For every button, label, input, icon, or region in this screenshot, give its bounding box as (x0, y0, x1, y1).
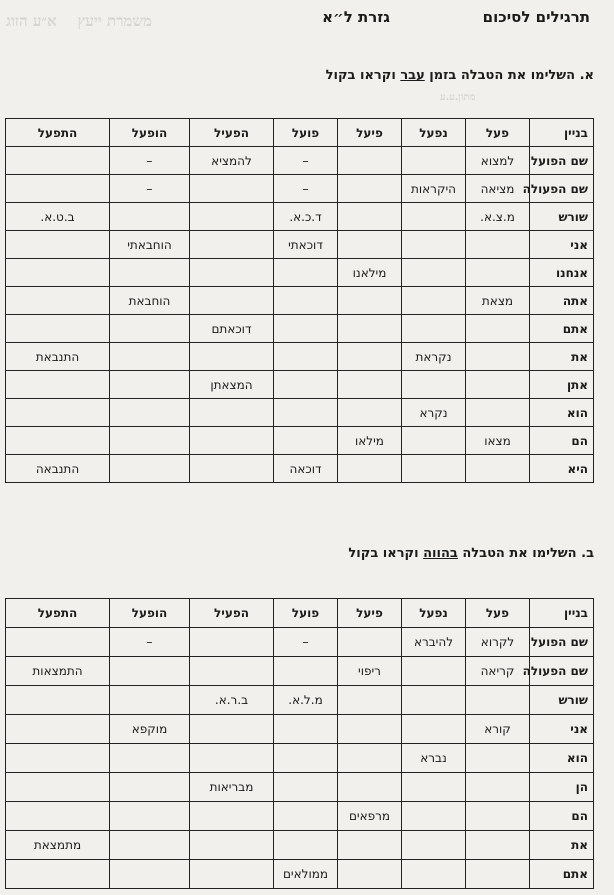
blank-answer-cell[interactable] (274, 744, 338, 773)
section-a-instruction-tense: עבר (400, 68, 425, 83)
table-row (6, 860, 594, 889)
table-cell: – (110, 175, 190, 203)
table-cell: ב.ר.א. (190, 686, 274, 715)
blank-answer-cell[interactable] (274, 343, 338, 371)
blank-answer-cell[interactable] (6, 773, 110, 802)
row-label: את (530, 343, 594, 371)
worksheet-subtitle: גזרת ל״א (322, 8, 390, 26)
blank-answer-cell[interactable] (274, 427, 338, 455)
table-cell: מציאה (466, 175, 530, 203)
blank-answer-cell[interactable] (466, 455, 530, 483)
column-header: פעל (466, 599, 530, 628)
blank-answer-cell[interactable] (466, 259, 530, 287)
blank-answer-cell[interactable] (402, 203, 466, 231)
blank-answer-cell[interactable] (338, 628, 402, 657)
section-a-instruction-post: וקראו בקול (325, 68, 396, 83)
column-header-binyan: בניין (530, 119, 594, 147)
blank-answer-cell[interactable] (274, 399, 338, 427)
blank-answer-cell[interactable] (402, 231, 466, 259)
column-header: הופעל (110, 119, 190, 147)
table-cell: נקרא (402, 399, 466, 427)
table-cell: מתמצאת (6, 831, 110, 860)
blank-answer-cell[interactable] (110, 657, 190, 686)
blank-answer-cell[interactable] (6, 399, 110, 427)
table-cell: דוכאתי (274, 231, 338, 259)
blank-answer-cell[interactable] (190, 259, 274, 287)
row-label: הן (530, 773, 594, 802)
table-row (6, 343, 594, 371)
table-cell: ממולאים (274, 860, 338, 889)
table-header-row (6, 599, 594, 628)
blank-answer-cell[interactable] (190, 628, 274, 657)
column-header: נפעל (402, 599, 466, 628)
blank-answer-cell[interactable] (274, 259, 338, 287)
table-cell: מצאת (466, 287, 530, 315)
blank-answer-cell[interactable] (6, 686, 110, 715)
blank-answer-cell[interactable] (110, 371, 190, 399)
blank-answer-cell[interactable] (402, 686, 466, 715)
blank-answer-cell[interactable] (338, 287, 402, 315)
blank-answer-cell[interactable] (338, 744, 402, 773)
blank-answer-cell[interactable] (190, 831, 274, 860)
row-label: היא (530, 455, 594, 483)
table-cell: ריפוי (338, 657, 402, 686)
blank-answer-cell[interactable] (274, 831, 338, 860)
blank-answer-cell[interactable] (110, 686, 190, 715)
blank-answer-cell[interactable] (190, 203, 274, 231)
section-b-instruction (348, 546, 594, 561)
table-cell: להמציא (190, 147, 274, 175)
blank-answer-cell[interactable] (190, 715, 274, 744)
blank-answer-cell[interactable] (190, 802, 274, 831)
blank-answer-cell[interactable] (6, 315, 110, 343)
blank-answer-cell[interactable] (110, 203, 190, 231)
blank-answer-cell[interactable] (274, 287, 338, 315)
blank-answer-cell[interactable] (110, 744, 190, 773)
row-label: שם הפועל (530, 147, 594, 175)
blank-answer-cell[interactable] (338, 715, 402, 744)
blank-answer-cell[interactable] (402, 715, 466, 744)
blank-answer-cell[interactable] (190, 455, 274, 483)
blank-answer-cell[interactable] (6, 860, 110, 889)
row-label: הוא (530, 744, 594, 773)
blank-answer-cell[interactable] (338, 231, 402, 259)
worksheet-title: תרגילים לסיכום (482, 8, 590, 26)
blank-answer-cell[interactable] (110, 343, 190, 371)
blank-answer-cell[interactable] (6, 259, 110, 287)
blank-answer-cell[interactable] (466, 399, 530, 427)
blank-answer-cell[interactable] (402, 287, 466, 315)
table-cell: מילאו (338, 427, 402, 455)
row-label: שורש (530, 203, 594, 231)
table-cell: התנבאת (6, 343, 110, 371)
blank-answer-cell[interactable] (110, 831, 190, 860)
blank-answer-cell[interactable] (466, 802, 530, 831)
blank-answer-cell[interactable] (402, 657, 466, 686)
blank-answer-cell[interactable] (190, 399, 274, 427)
blank-answer-cell[interactable] (110, 315, 190, 343)
blank-answer-cell[interactable] (190, 231, 274, 259)
blank-answer-cell[interactable] (110, 259, 190, 287)
blank-answer-cell[interactable] (338, 455, 402, 483)
blank-answer-cell[interactable] (466, 860, 530, 889)
blank-answer-cell[interactable] (338, 831, 402, 860)
section-b-instruction-tense: בהווה (423, 546, 458, 561)
table-cell: מבריאות (190, 773, 274, 802)
blank-answer-cell[interactable] (6, 147, 110, 175)
table-cell: היקראות (402, 175, 466, 203)
table-cell: מצאו (466, 427, 530, 455)
column-header: הופעל (110, 599, 190, 628)
section-a-instruction (326, 68, 594, 83)
table-cell: הוחבאת (110, 287, 190, 315)
blank-answer-cell[interactable] (274, 715, 338, 744)
blank-answer-cell[interactable] (110, 802, 190, 831)
blank-answer-cell[interactable] (402, 860, 466, 889)
row-label: אני (530, 231, 594, 259)
blank-answer-cell[interactable] (466, 343, 530, 371)
row-label: אתה (530, 287, 594, 315)
table-header-row (6, 119, 594, 147)
table-cell: מילאנו (338, 259, 402, 287)
blank-answer-cell[interactable] (338, 315, 402, 343)
blank-answer-cell[interactable] (190, 175, 274, 203)
blank-answer-cell[interactable] (110, 427, 190, 455)
section-a-letter: א. (579, 68, 594, 83)
row-label: הם (530, 427, 594, 455)
blank-answer-cell[interactable] (190, 343, 274, 371)
blank-answer-cell[interactable] (110, 860, 190, 889)
row-label: אני (530, 715, 594, 744)
blank-answer-cell[interactable] (466, 231, 530, 259)
blank-answer-cell[interactable] (110, 399, 190, 427)
column-header: פועל (274, 119, 338, 147)
column-header: הפעיל (190, 119, 274, 147)
table-cell: לקרוא (466, 628, 530, 657)
table-cell: מ.צ.א. (466, 203, 530, 231)
blank-answer-cell[interactable] (190, 860, 274, 889)
blank-answer-cell[interactable] (338, 147, 402, 175)
table-row (6, 427, 594, 455)
row-label: שורש (530, 686, 594, 715)
table-cell: דוכאתם (190, 315, 274, 343)
table-cell: דוכאה (274, 455, 338, 483)
blank-answer-cell[interactable] (274, 802, 338, 831)
blank-answer-cell[interactable] (190, 287, 274, 315)
blank-answer-cell[interactable] (402, 259, 466, 287)
column-header: התפעל (6, 119, 110, 147)
blank-answer-cell[interactable] (338, 371, 402, 399)
section-b-instruction-pre: השלימו את הטבלה (462, 546, 577, 561)
table-cell: הוחבאתי (110, 231, 190, 259)
row-label: אתם (530, 315, 594, 343)
table-cell: התנבאה (6, 455, 110, 483)
column-header: פיעל (338, 599, 402, 628)
blank-answer-cell[interactable] (338, 860, 402, 889)
row-label: שם הפעולה (530, 657, 594, 686)
blank-answer-cell[interactable] (402, 147, 466, 175)
blank-answer-cell[interactable] (6, 371, 110, 399)
blank-answer-cell[interactable] (110, 773, 190, 802)
table-cell: – (274, 175, 338, 203)
section-b-letter: ב. (581, 546, 594, 561)
blank-answer-cell[interactable] (6, 427, 110, 455)
row-label: אתן (530, 371, 594, 399)
blank-answer-cell[interactable] (6, 744, 110, 773)
table-row (6, 802, 594, 831)
table-row (6, 203, 594, 231)
blank-answer-cell[interactable] (402, 802, 466, 831)
table-cell: למצוא (466, 147, 530, 175)
blank-answer-cell[interactable] (402, 773, 466, 802)
blank-answer-cell[interactable] (338, 686, 402, 715)
row-label: את (530, 831, 594, 860)
blank-answer-cell[interactable] (338, 399, 402, 427)
blank-answer-cell[interactable] (190, 657, 274, 686)
table-cell: להיברא (402, 628, 466, 657)
table-cell: קורא (466, 715, 530, 744)
blank-answer-cell[interactable] (274, 315, 338, 343)
row-label: שם הפעולה (530, 175, 594, 203)
table-cell: התמצאות (6, 657, 110, 686)
table-row (6, 773, 594, 802)
section-a-instruction-pre: השלימו את הטבלה בזמן (429, 68, 576, 83)
row-label: הם (530, 802, 594, 831)
column-header: פועל (274, 599, 338, 628)
blank-answer-cell[interactable] (402, 371, 466, 399)
table-cell: נקראת (402, 343, 466, 371)
table-row (6, 371, 594, 399)
row-label: אנחנו (530, 259, 594, 287)
column-header: הפעיל (190, 599, 274, 628)
blank-answer-cell[interactable] (6, 802, 110, 831)
table-row (6, 744, 594, 773)
table-row (6, 259, 594, 287)
table-row (6, 175, 594, 203)
column-header: נפעל (402, 119, 466, 147)
column-header-binyan: בניין (530, 599, 594, 628)
table-row (6, 231, 594, 259)
table-row (6, 399, 594, 427)
table-row (6, 657, 594, 686)
table-row (6, 455, 594, 483)
table-cell: קריאה (466, 657, 530, 686)
blank-answer-cell[interactable] (466, 686, 530, 715)
blank-answer-cell[interactable] (338, 175, 402, 203)
row-label: הוא (530, 399, 594, 427)
table-row (6, 831, 594, 860)
table-cell: המצאתן (190, 371, 274, 399)
table-cell: ב.ט.א. (6, 203, 110, 231)
blank-answer-cell[interactable] (402, 315, 466, 343)
blank-answer-cell[interactable] (338, 343, 402, 371)
blank-answer-cell[interactable] (466, 773, 530, 802)
table-row (6, 686, 594, 715)
table-cell: – (274, 628, 338, 657)
blank-answer-cell[interactable] (274, 657, 338, 686)
section-b-instruction-post: וקראו בקול (348, 546, 419, 561)
blank-answer-cell[interactable] (274, 773, 338, 802)
table-row (6, 287, 594, 315)
blank-answer-cell[interactable] (466, 744, 530, 773)
table-row (6, 628, 594, 657)
table-cell: מ.ל.א. (274, 686, 338, 715)
blank-answer-cell[interactable] (274, 371, 338, 399)
row-label: אתם (530, 860, 594, 889)
table-b (5, 598, 594, 889)
blank-answer-cell[interactable] (6, 715, 110, 744)
table-row (6, 147, 594, 175)
blank-answer-cell[interactable] (6, 175, 110, 203)
blank-answer-cell[interactable] (110, 455, 190, 483)
table-cell: נברא (402, 744, 466, 773)
row-label: שם הפועל (530, 628, 594, 657)
blank-answer-cell[interactable] (466, 315, 530, 343)
blank-answer-cell[interactable] (190, 427, 274, 455)
table-cell: – (274, 147, 338, 175)
table-cell: ד.כ.א. (274, 203, 338, 231)
table-a (5, 118, 594, 483)
table-cell: מוקפא (110, 715, 190, 744)
blank-answer-cell[interactable] (402, 427, 466, 455)
table-row (6, 715, 594, 744)
blank-answer-cell[interactable] (190, 744, 274, 773)
blank-answer-cell[interactable] (402, 831, 466, 860)
blank-answer-cell[interactable] (338, 773, 402, 802)
table-cell: – (110, 628, 190, 657)
blank-answer-cell[interactable] (6, 231, 110, 259)
blank-answer-cell[interactable] (6, 628, 110, 657)
table-cell: מרפאים (338, 802, 402, 831)
column-header: פיעל (338, 119, 402, 147)
blank-answer-cell[interactable] (402, 455, 466, 483)
column-header: פעל (466, 119, 530, 147)
table-cell: – (110, 147, 190, 175)
blank-answer-cell[interactable] (466, 371, 530, 399)
blank-answer-cell[interactable] (466, 831, 530, 860)
blank-answer-cell[interactable] (338, 203, 402, 231)
blank-answer-cell[interactable] (6, 287, 110, 315)
table-row (6, 315, 594, 343)
column-header: התפעל (6, 599, 110, 628)
